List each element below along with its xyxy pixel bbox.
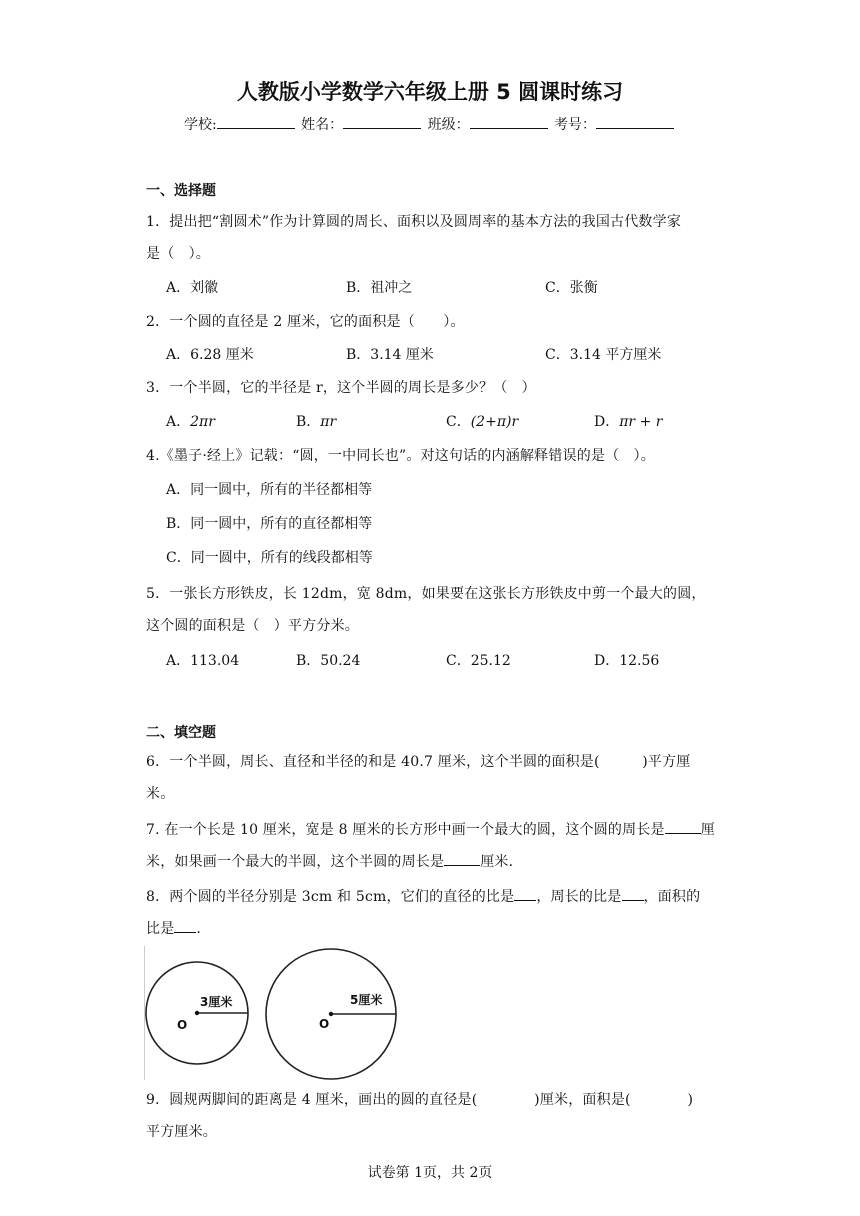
question-4-option-c[interactable]: C．同一圆中，所有的线段都相等 xyxy=(166,550,373,566)
option-math: (2+π)r xyxy=(470,414,519,430)
q8-blank-1[interactable] xyxy=(514,887,536,901)
name-field[interactable] xyxy=(301,114,423,134)
question-7-line-2 xyxy=(146,851,716,871)
q8-text-2b: . xyxy=(196,921,202,937)
option-math: πr xyxy=(320,414,337,430)
question-5-option-d[interactable]: D．12.56 xyxy=(594,653,660,669)
question-3-option-c[interactable] xyxy=(446,411,518,431)
q7-blank-2[interactable] xyxy=(444,852,480,866)
school-blank[interactable] xyxy=(217,114,295,129)
name-blank[interactable] xyxy=(343,114,421,129)
small-circle-center xyxy=(195,1011,199,1015)
question-3-line-1: 3．一个半圆，它的半径是 r，这个半圆的周长是多少？（ ） xyxy=(146,380,536,396)
school-label: 学校: xyxy=(183,117,217,133)
class-field[interactable] xyxy=(428,114,550,134)
question-9-line-2: 平方厘米。 xyxy=(146,1124,217,1140)
two-circles-figure xyxy=(144,946,414,1084)
question-5-option-a[interactable]: A．113.04 xyxy=(166,653,240,669)
q8-text-1b: ，周长的比是 xyxy=(536,889,622,905)
section-heading-fill: 二、填空题 xyxy=(146,725,216,741)
page-footer: 试卷第 1页，共 2页 xyxy=(367,1165,493,1181)
option-letter: D． xyxy=(594,414,620,430)
section-heading-choice: 一、选择题 xyxy=(146,183,216,199)
question-2-line-1: 2．一个圆的直径是 2 厘米，它的面积是（ ）。 xyxy=(146,314,465,330)
large-circle-center xyxy=(329,1012,333,1016)
page-title: 人教版小学数学六年级上册 5 圆课时练习 xyxy=(236,80,624,104)
small-circle-label: 3厘米 xyxy=(200,995,233,1009)
question-4-line-1: 4.《墨子·经上》记载：“圆，一中同长也”。对这句话的内涵解释错误的是（ ）。 xyxy=(146,448,655,464)
exam-number-blank[interactable] xyxy=(596,114,674,129)
question-5-line-2: 这个圆的面积是（ ）平方分米。 xyxy=(146,618,359,634)
q7-text-2b: 厘米. xyxy=(480,854,514,870)
question-1-option-c[interactable]: C．张衡 xyxy=(545,280,598,296)
question-1-option-a[interactable]: A．刘徽 xyxy=(166,280,219,296)
q8-text-2a: 比是 xyxy=(146,921,175,937)
option-math: πr + r xyxy=(619,414,663,430)
question-3-option-a[interactable] xyxy=(166,411,215,431)
q7-text-2a: 米，如果画一个最大的半圆，这个半圆的周长是 xyxy=(146,854,445,870)
name-label: 姓名： xyxy=(301,117,344,133)
class-blank[interactable] xyxy=(470,114,548,129)
q8-text-1a: 8．两个圆的半径分别是 3cm 和 5cm，它们的直径的比是 xyxy=(146,889,515,905)
question-9-line-1: 9．圆规两脚间的距离是 4 厘米，画出的圆的直径是( )厘米，面积是( ) xyxy=(146,1092,694,1108)
question-4-option-a[interactable]: A．同一圆中，所有的半径都相等 xyxy=(166,482,373,498)
question-3-option-d[interactable] xyxy=(594,411,662,431)
q8-blank-3[interactable] xyxy=(174,919,196,933)
question-5-line-1: 5．一张长方形铁皮，长 12dm，宽 8dm，如果要在这张长方形铁皮中剪一个最大的圆， xyxy=(146,586,706,602)
question-6-line-2: 米。 xyxy=(146,786,175,802)
question-1-option-b[interactable]: B．祖冲之 xyxy=(346,280,413,296)
question-5-option-c[interactable]: C．25.12 xyxy=(446,653,511,669)
option-letter: C． xyxy=(446,414,471,430)
q8-text-1c: ，面积的 xyxy=(643,889,701,905)
question-2-option-b[interactable]: B．3.14 厘米 xyxy=(346,347,434,363)
question-8-line-1 xyxy=(146,886,716,906)
question-4-option-b[interactable]: B．同一圆中，所有的直径都相等 xyxy=(166,516,373,532)
class-label: 班级： xyxy=(427,117,470,133)
exam-number-label: 考号： xyxy=(554,117,597,133)
q7-blank-1[interactable] xyxy=(665,820,701,834)
exam-number-field[interactable] xyxy=(554,114,676,134)
large-circle-center-label: O xyxy=(319,1017,330,1031)
q7-text-1a: 7. 在一个长是 10 厘米，宽是 8 厘米的长方形中画一个最大的圆，这个圆的周长是 xyxy=(146,822,665,838)
question-1-line-2: 是（ ）。 xyxy=(146,246,210,262)
question-5-option-b[interactable]: B．50.24 xyxy=(296,653,361,669)
option-letter: B． xyxy=(296,414,321,430)
question-2-option-c[interactable]: C．3.14 平方厘米 xyxy=(545,347,662,363)
question-8-line-2 xyxy=(146,918,716,938)
q8-blank-2[interactable] xyxy=(622,887,644,901)
question-1-line-1: 1．提出把“割圆术”作为计算圆的周长、面积以及圆周率的基本方法的我国古代数学家 xyxy=(146,214,682,230)
q7-text-1b: 厘 xyxy=(700,822,715,838)
school-field[interactable] xyxy=(184,114,297,134)
question-7-line-1 xyxy=(146,819,716,839)
large-circle-label: 5厘米 xyxy=(350,993,383,1007)
question-2-option-a[interactable]: A．6.28 厘米 xyxy=(166,347,254,363)
option-letter: A． xyxy=(166,414,191,430)
student-info-row xyxy=(0,114,860,134)
small-circle-center-label: O xyxy=(177,1018,188,1032)
question-3-option-b[interactable] xyxy=(296,411,336,431)
option-math: 2πr xyxy=(190,414,215,430)
question-6-line-1: 6．一个半圆，周长、直径和半径的和是 40.7 厘米，这个半圆的面积是( )平方厘 xyxy=(146,754,691,770)
